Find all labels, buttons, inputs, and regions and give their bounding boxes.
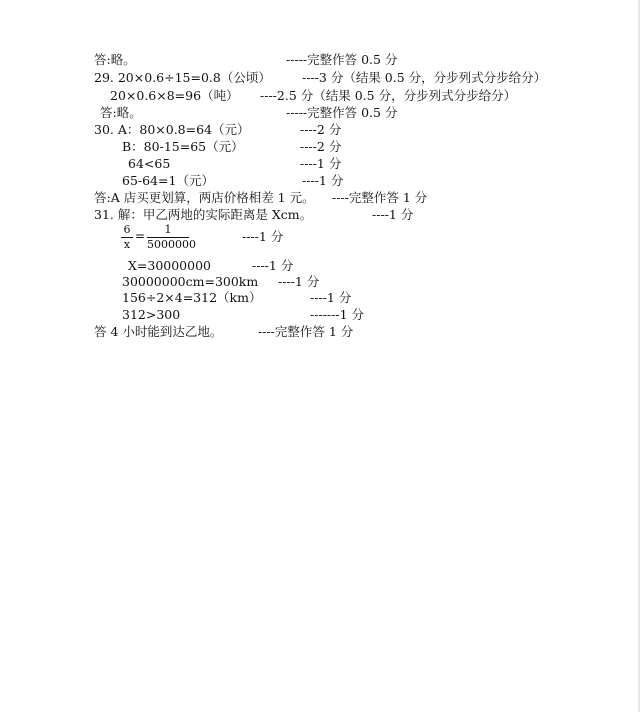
score-note: ----3 分（结果 0.5 分，分步列式分步给分） — [302, 70, 547, 85]
distance-calc: 156÷2×4=312（km） — [122, 290, 262, 305]
fraction-numerator: 6 — [123, 223, 131, 236]
answer-line: 答:略。 — [94, 52, 136, 67]
score-note: ----2 分 — [300, 139, 342, 154]
question-31-setup: 31. 解：甲乙两地的实际距离是 Xcm。 — [94, 207, 313, 222]
comparison-line: 312>300 — [122, 307, 181, 322]
score-note: -----完整作答 0.5 分 — [286, 52, 398, 67]
fraction-6-over-x — [121, 224, 133, 251]
question-29-step-2: 20×0.6×8=96（吨） — [110, 88, 239, 103]
score-note: -------1 分 — [310, 307, 364, 322]
score-note: ----1 分 — [242, 229, 284, 244]
score-note: ----2.5 分（结果 0.5 分，分步列式分步给分） — [260, 88, 517, 103]
fraction-denominator: x — [123, 238, 131, 251]
score-note: ----2 分 — [300, 122, 342, 137]
score-note: ----1 分 — [252, 258, 294, 273]
score-note: ----1 分 — [302, 173, 344, 188]
score-note: ----1 分 — [310, 290, 352, 305]
score-note: ----1 分 — [372, 207, 414, 222]
score-note: ----完整作答 1 分 — [332, 190, 428, 205]
score-note: ----1 分 — [300, 156, 342, 171]
answer-line: 答:略。 — [100, 105, 142, 120]
fraction-1-over-5000000 — [147, 223, 196, 251]
comparison-line: 64<65 — [128, 156, 171, 171]
unit-conversion: 30000000cm=300km — [122, 274, 259, 289]
answer-line: 答:A 店买更划算，两店价格相差 1 元。 — [94, 190, 315, 205]
question-30-step-b: B：80-15=65（元） — [122, 139, 244, 154]
question-30-step-a: 30. A：80×0.8=64（元） — [94, 122, 250, 137]
score-note: -----完整作答 0.5 分 — [286, 105, 398, 120]
fraction-denominator: 5000000 — [147, 238, 196, 251]
question-29-step-1: 29. 20×0.6÷15=0.8（公顷） — [94, 70, 271, 85]
solution-x: X=30000000 — [128, 258, 211, 273]
answer-line: 答 4 小时能到达乙地。 — [94, 324, 223, 339]
equals-sign: = — [135, 229, 146, 243]
score-note: ----完整作答 1 分 — [258, 324, 354, 339]
fraction-numerator: 1 — [164, 223, 172, 236]
difference-line: 65-64=1（元） — [122, 173, 214, 188]
score-note: ----1 分 — [278, 274, 320, 289]
